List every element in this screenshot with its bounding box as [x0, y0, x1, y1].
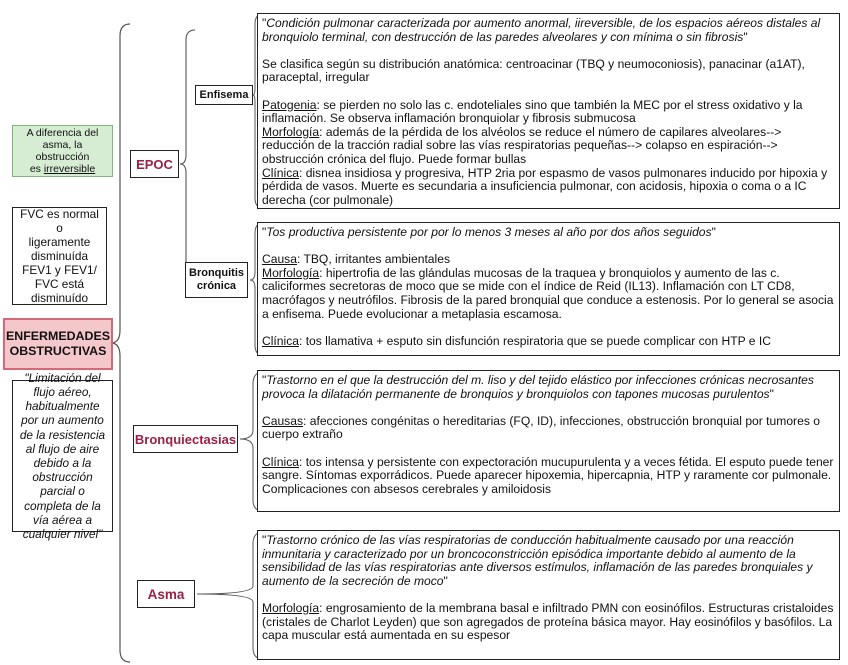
- causas-text: : afecciones congénitas o hereditarias (FQ, ID), infecciones, obstrucción bronquial por tumores o cuerpo extraño: [262, 413, 820, 442]
- bronquitis-detail-box: [257, 222, 840, 356]
- quote-open: ": [262, 225, 267, 239]
- clinica-text: : tos llamativa + esputo sin disfunción respiratoria que se puede complicar con HTP e IC: [298, 333, 771, 348]
- fvc-line5: FVC está: [34, 277, 85, 291]
- category-asma-label: Asma: [147, 586, 185, 602]
- category-asma: [137, 580, 195, 608]
- subcategory-enfisema-label: Enfisema: [199, 88, 249, 101]
- asma-bracket: [197, 532, 263, 659]
- subcategory-bronquitis-cronica: [185, 262, 248, 298]
- fvc-line1: FVC es normal o: [20, 207, 99, 235]
- bronquitis-quote: Tos productiva persistente por por lo menos 3 meses al año por dos años seguidos: [266, 225, 712, 239]
- bronquitis-definition: [262, 226, 835, 240]
- irreversible-note-prefix: es: [29, 163, 44, 175]
- patogenia-text: : se pierden no solo las c. endoteliales sino que también la MEC por el stress oxidativo y la inflamación. Se observa inflamación bronquiolar y fibrosis submucosa: [262, 97, 803, 126]
- bronquiectasias-clinica: [262, 456, 835, 497]
- quote-open: ": [262, 373, 267, 387]
- fvc-line3: disminuída: [30, 249, 89, 263]
- bronquiectasias-detail-box: [257, 370, 840, 512]
- quote-close: ": [769, 386, 774, 401]
- clinica-text: : disnea insidiosa y progresiva, HTP 2ria por espasmo de vasos pulmonares inducido por hipoxia y pérdida de vasos. Muerte es secundaria a insuficiencia pulmonar, con acidosis, hipoxia o coma o a IC derecha (cor pulmonale): [262, 165, 828, 207]
- bronquiectasias-definition: [262, 374, 835, 401]
- definition-note: [12, 370, 113, 542]
- clinica-label: Clínica: [262, 333, 299, 348]
- bronquiectasias-causas: [262, 415, 835, 442]
- epoc-bracket: [180, 30, 195, 292]
- subcategory-bronquitis-line2: crónica: [196, 280, 237, 292]
- fvc-line4: FEV1 y FEV1/: [22, 263, 97, 277]
- fvc-line6: disminuído: [30, 291, 89, 305]
- quote-close: ": [711, 225, 716, 239]
- causas-label: Causas: [262, 413, 304, 428]
- causa-text: : TBQ, irritantes ambientales: [296, 252, 450, 267]
- enfisema-definition: [262, 17, 835, 44]
- root-line2: OBSTRUCTIVAS: [9, 344, 107, 358]
- enfisema-detail-box: [257, 13, 840, 209]
- irreversible-note: [12, 125, 113, 177]
- quote-close: ": [443, 573, 448, 588]
- asma-detail-box: [257, 530, 840, 660]
- asma-quote: Trastorno crónico de las vías respiratorias de conducción habitualmente causado por una reacción inmunitaria y caracterizado por un broncoconstricción episódica importante debido al aumento de la sensibilidad de las vías respiratorias ante diversos estímulos, inflamación de las paredes bronquiales y aumento de la secreción de moco: [262, 533, 813, 588]
- morfologia-text: : además de la pérdida de los alvéolos se reduce el número de capilares alveolares--> reducción de la tracción radial sobre las vías respiratorias pequeñas--> colapso en espiración--> obstrucción crónica del flujo. Puede formar bullas: [262, 124, 782, 166]
- fvc-note: [12, 207, 107, 305]
- enfisema-classification: Se clasifica según su distribución anatómica: centroacinar (TBQ y neumoconiosis), panacinar (a1AT), paraceptal, irregular: [262, 56, 805, 85]
- irreversible-note-keyword: irreversible: [43, 163, 96, 175]
- causa-label: Causa: [262, 252, 297, 267]
- bronquitis-causa: [262, 253, 835, 267]
- clinica-label: Clínica: [262, 454, 299, 469]
- quote-open: ": [262, 533, 267, 547]
- clinica-text: : tos intensa y persistente con expectoración mucupurulenta y a veces fétida. El esputo puede tener sangre. Síntomas exporrádicos. Puede aparecer hipoxemia, hipercapnia, HTP y raramente cor pulmonale. Complicaciones con absesos cerebrales y amiloidosis: [262, 454, 834, 496]
- root-node-enfermedades-obstructivas: [3, 318, 113, 370]
- root-line1: ENFERMEDADES: [6, 329, 110, 343]
- asma-definition: [262, 534, 835, 588]
- category-epoc-label: EPOC: [136, 156, 173, 172]
- irreversible-note-line2: asma, la obstrucción: [35, 139, 90, 163]
- quote-close: ": [743, 29, 748, 44]
- category-bronquiectasias: [133, 425, 238, 453]
- morfologia-text: : engrosamiento de la membrana basal e infiltrado PMN con eosinófilos. Estructuras cristaloides (cristales de Charlot Leyden) que son agregados de proteína básica mayor. Hay eosinófilos y basófilos. La capa muscular está aumentada en su espesor: [262, 600, 834, 643]
- category-bronquiectasias-label: Bronquiectasias: [134, 431, 237, 447]
- patogenia-label: Patogenia: [262, 97, 317, 112]
- category-epoc: [130, 150, 179, 178]
- morfologia-label: Morfología: [262, 600, 320, 615]
- bronquitis-clinica: [262, 335, 835, 349]
- bronquiectasias-quote: Trastorno en el que la destrucción del m. liso y del tejido elástico por infecciones crónicas necrosantes provoca la dilatación permanente de bronquios y bronquiolos con tapones mucosas purulentos: [262, 373, 814, 401]
- asma-morfologia: [262, 602, 835, 643]
- enfisema-clinica: [262, 167, 835, 208]
- bronquitis-morfologia: [262, 267, 835, 321]
- definition-text: "Limitación del flujo aéreo, habitualmente por un aumento de la resistencia al flujo de aire debido a la obstrucción parcial o completa de la vía aérea a cualquier nivel": [19, 370, 106, 542]
- fvc-line2: ligeramente: [28, 235, 91, 249]
- subcategory-bronquitis-line1: Bronquitis: [189, 267, 244, 279]
- quote-open: ": [262, 16, 267, 30]
- morfologia-label: Morfología: [262, 124, 320, 139]
- main-bracket: [111, 24, 130, 662]
- irreversible-note-line1: A diferencia del: [26, 127, 99, 139]
- morfologia-text: : hipertrofia de las glándulas mucosas de la traquea y bronquiolos y aumento de las c. caliciformes secretoras de moco que se mide con el índice de Reid (IL13). Inflamación con LT CD8, macrófagos y neutrófilos. Fibrosis de la pared bronquial que conduce a estenosis. Por lo general se asocia a enfisema. Puede evolucionar a metaplasia escamosa.: [262, 265, 834, 321]
- enfisema-quote: Condición pulmonar caracterizada por aumento anormal, iireversible, de los espacios aéreos distales al bronquiolo terminal, con destrucción de las paredes alveolares y con mínima o sin fibrosis: [262, 16, 821, 44]
- enfisema-morfologia: [262, 126, 835, 167]
- subcategory-enfisema: [195, 85, 253, 105]
- morfologia-label: Morfología: [262, 265, 320, 280]
- enfisema-patogenia: [262, 99, 835, 126]
- clinica-label: Clínica: [262, 165, 299, 180]
